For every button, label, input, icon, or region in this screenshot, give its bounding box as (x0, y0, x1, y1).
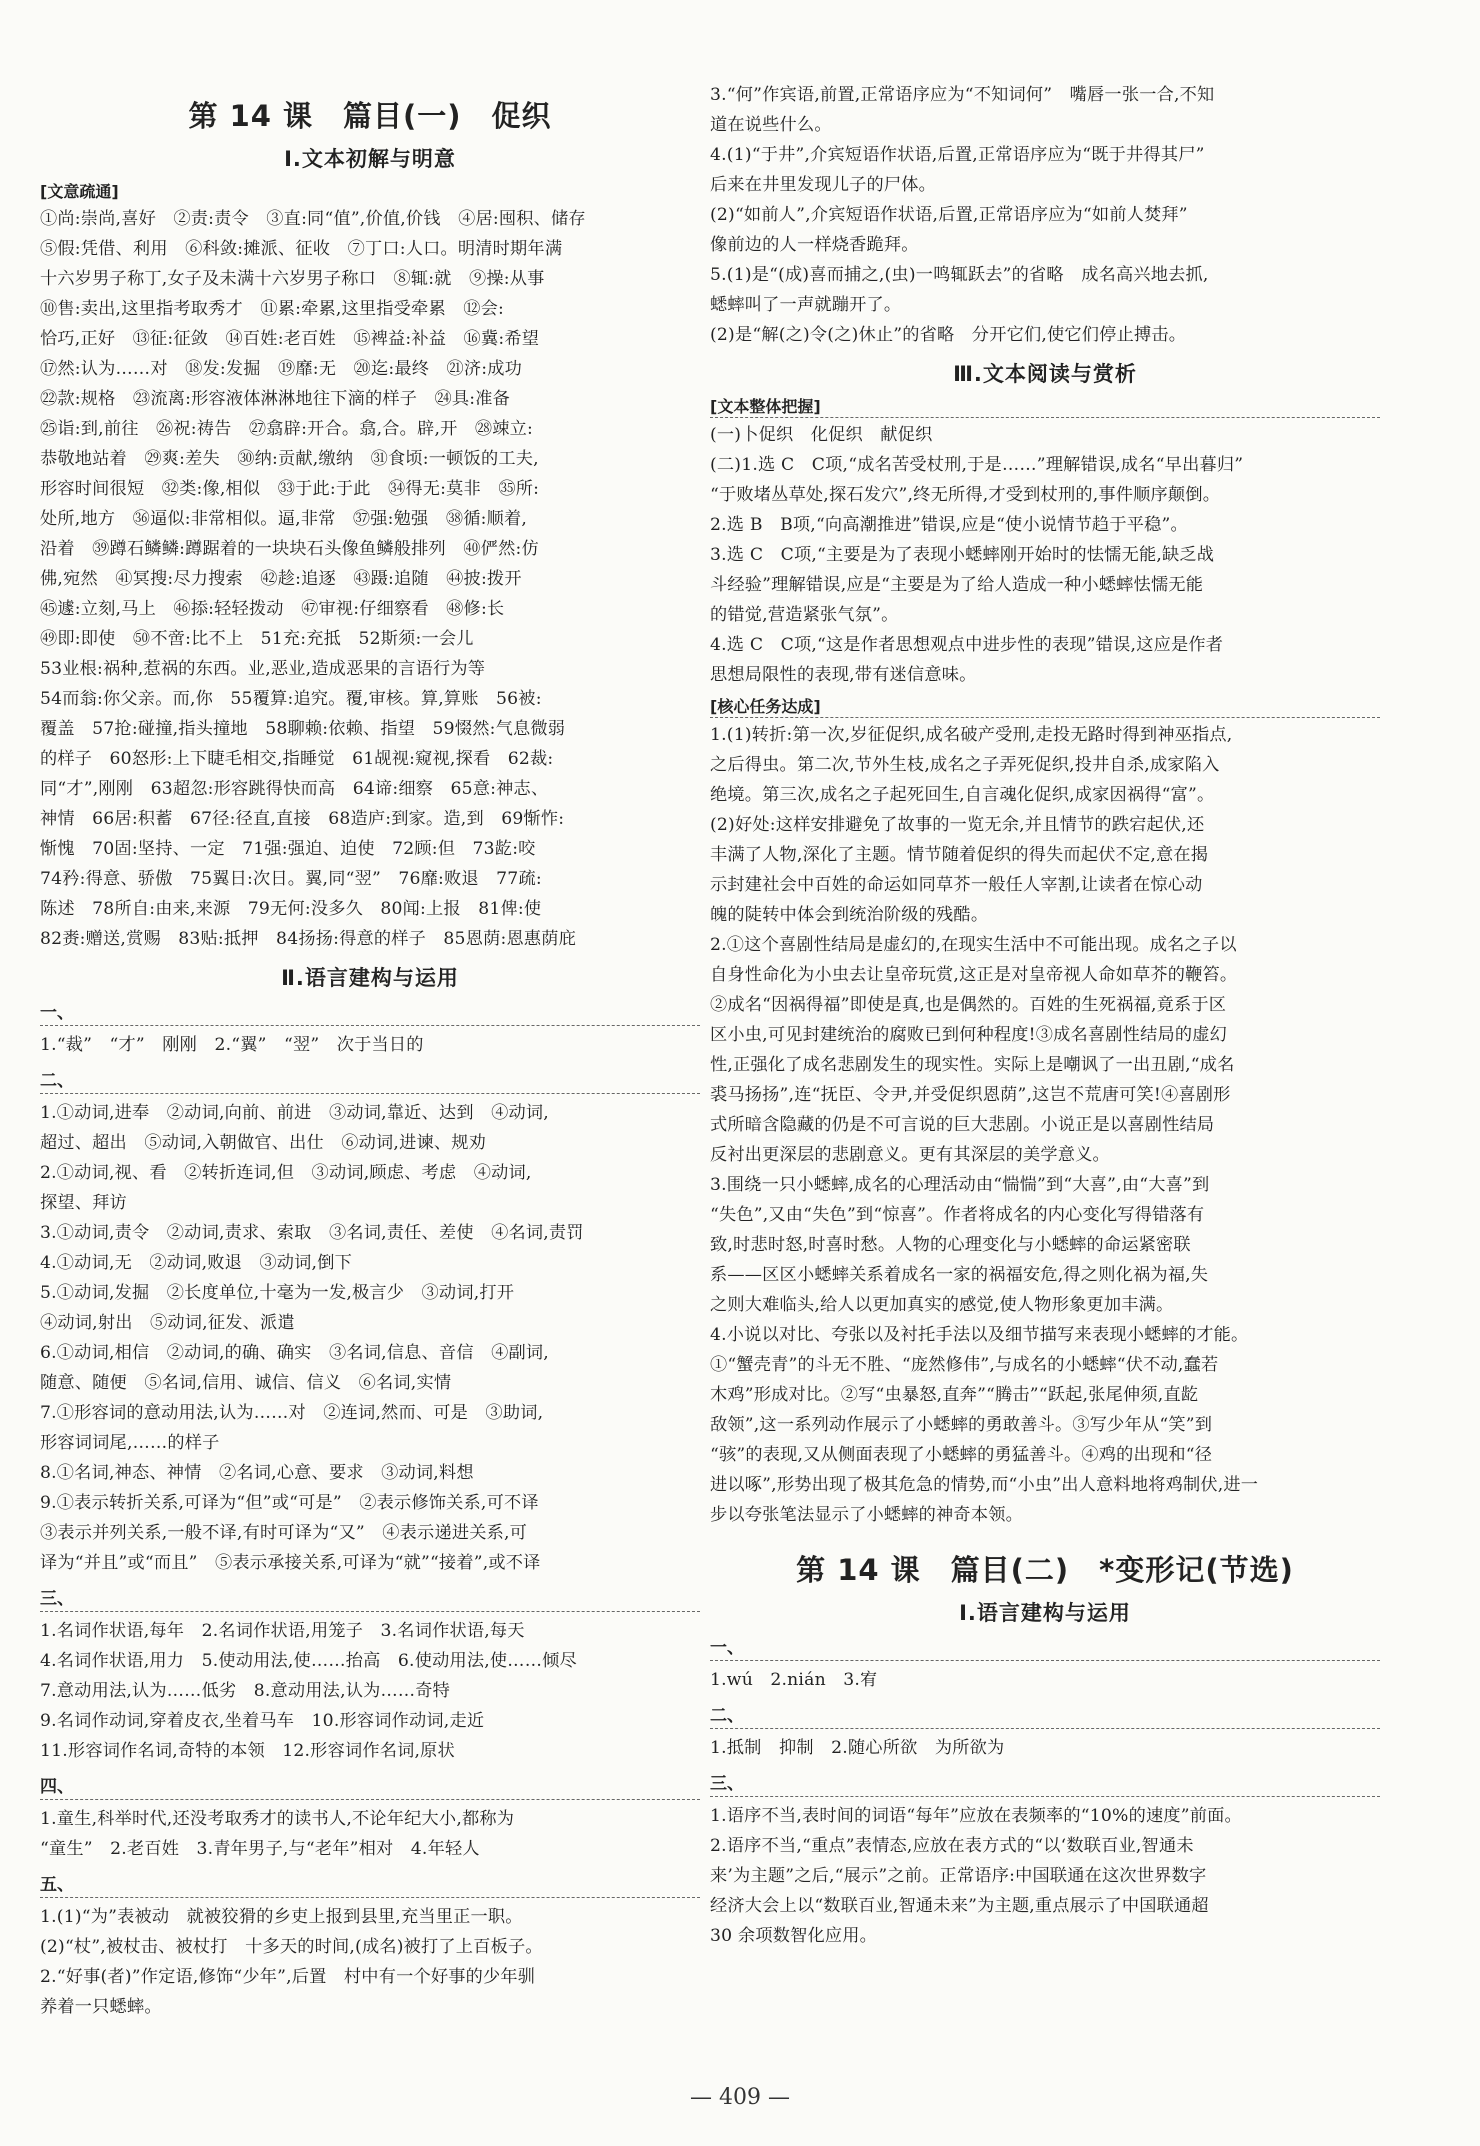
part-heading: 一、 (710, 1633, 1380, 1661)
text-line: 恰巧,正好 ⑬征:征敛 ⑭百姓:老百姓 ⑮裨益:补益 ⑯冀:希望 (40, 329, 540, 349)
text-line: 1.名词作状语,每年 2.名词作状语,用笼子 3.名词作状语,每天 (40, 1621, 525, 1641)
text-line: 超过、超出 ⑤动词,入朝做官、出仕 ⑥动词,进谏、规劝 (40, 1133, 487, 1153)
text-line: “于败堵丛草处,探石发穴”,终无所得,才受到杖刑的,事件顺序颠倒。 (710, 485, 1221, 505)
text-line: 蟋蟀叫了一声就蹦开了。 (710, 295, 902, 315)
text-line: 步以夸张笔法显示了小蟋蟀的神奇本领。 (710, 1505, 1023, 1525)
text-line: 之则大难临头,给人以更加真实的感觉,使人物形象更加丰满。 (710, 1295, 1174, 1315)
text-line: 来’为主题”之后,“展示”之前。正常语序:中国联通在这次世界数字 (710, 1866, 1207, 1886)
part-four (40, 1804, 700, 1864)
text-line: 思想局限性的表现,带有迷信意味。 (710, 665, 977, 685)
part-two-2 (710, 1733, 1380, 1763)
text-line: ①尚:崇尚,喜好 ②责:责令 ③直:同“值”,价值,价钱 ④居:囤积、储存 (40, 209, 586, 229)
text-line: 之后得虫。第二次,节外生枝,成名之子弄死促织,投井自杀,成家陷入 (710, 755, 1220, 775)
text-line: 4.小说以对比、夸张以及衬托手法以及细节描写来表现小蟋蟀的才能。 (710, 1325, 1249, 1345)
text-line: ⑤假:凭借、利用 ⑥科敛:摊派、征收 ⑦丁口:人口。明清时期年满 (40, 239, 563, 259)
text-line: ㊺遽:立刻,马上 ㊻掭:轻轻拨动 ㊼审视:仔细察看 ㊽修:长 (40, 599, 505, 619)
text-line: 像前边的人一样烧香跪拜。 (710, 235, 919, 255)
text-line: 3.选 C C项,“主要是为了表现小蟋蟀刚开始时的怯懦无能,缺乏战 (710, 545, 1215, 565)
text-line: 7.①形容词的意动用法,认为……对 ②连词,然而、可是 ③助词, (40, 1403, 544, 1423)
text-line: (2)是“解(之)令(之)休止”的省略 分开它们,使它们停止搏击。 (710, 325, 1187, 345)
text-line: ④动词,射出 ⑤动词,征发、派遣 (40, 1313, 295, 1333)
text-line: 十六岁男子称丁,女子及未满十六岁男子称口 ⑧辄:就 ⑨操:从事 (40, 269, 545, 289)
text-line: 区小虫,可见封建统治的腐败已到何种程度!③成名喜剧性结局的虚幻 (710, 1025, 1228, 1045)
text-line: 陈述 78所自:由来,来源 79无何:没多久 80闻:上报 81俾:使 (40, 899, 542, 919)
part-one (40, 1030, 700, 1060)
text-line: 53业根:祸种,惹祸的东西。业,恶业,造成恶果的言语行为等 (40, 659, 486, 679)
part-three-2 (710, 1801, 1380, 1951)
text-line: 的错觉,营造紧张气氛”。 (710, 605, 899, 625)
text-line: 1.语序不当,表时间的词语“每年”应放在表频率的“10%的速度”前面。 (710, 1806, 1242, 1826)
text-line: (2)“杖”,被杖击、被杖打 十多天的时间,(成名)被打了上百板子。 (40, 1937, 543, 1957)
text-line: 4.(1)“于井”,介宾短语作状语,后置,正常语序应为“既于井得其尸” (710, 145, 1205, 165)
text-line: 74矜:得意、骄傲 75翼日:次日。翼,同“翌” 76靡:败退 77疏: (40, 869, 542, 889)
text-line: (2)好处:这样安排避免了故事的一览无余,并且情节的跌宕起伏,还 (710, 815, 1205, 835)
left-column (40, 80, 700, 2022)
text-line: 探望、拜访 (40, 1193, 127, 1213)
text-line: “失色”,又由“失色”到“惊喜”。作者将成名的内心变化写得错落有 (710, 1205, 1205, 1225)
part-five (40, 1902, 700, 2022)
overall-grasp (710, 420, 1380, 690)
text-line: 5.(1)是“(成)喜而捕之,(虫)一鸣辄跃去”的省略 成名高兴地去抓, (710, 265, 1209, 285)
continued-answers (710, 80, 1380, 350)
text-line: 式所暗含隐藏的仍是不可言说的巨大悲剧。小说正是以喜剧性结局 (710, 1115, 1215, 1135)
text-line: 9.名词作动词,穿着皮衣,坐着马车 10.形容词作动词,走近 (40, 1711, 485, 1731)
text-line: ㉕诣:到,前往 ㉖祝:祷告 ㉗翕辟:开合。翕,合。辟,开 ㉘竦立: (40, 419, 534, 439)
text-line: 反衬出更深层的悲剧意义。更有其深层的美学意义。 (710, 1145, 1110, 1165)
text-line: (一)卜促织 化促织 献促织 (710, 425, 933, 445)
text-line: 沿着 ㊴蹲石鳞鳞:蹲踞着的一块块石头像鱼鳞般排列 ㊵俨然:仿 (40, 539, 539, 559)
vocab-notes (40, 204, 700, 954)
text-line: 4.选 C C项,“这是作者思想观点中进步性的表现”错误,这应是作者 (710, 635, 1224, 655)
text-line: 3.①动词,责令 ②动词,责求、索取 ③名词,责任、差使 ④名词,责罚 (40, 1223, 584, 1243)
text-line: 丰满了人物,深化了主题。情节随着促织的得失而起伏不定,意在揭 (710, 845, 1209, 865)
text-line: “童生” 2.老百姓 3.青年男子,与“老年”相对 4.年轻人 (40, 1839, 480, 1859)
part-heading: 一、 (40, 998, 700, 1026)
text-line: 覆盖 57抢:碰撞,指头撞地 58聊赖:依赖、指望 59惙然:气息微弱 (40, 719, 566, 739)
text-line: 3.“何”作宾语,前置,正常语序应为“不知词何” 嘴唇一张一合,不知 (710, 85, 1215, 105)
text-line: 7.意动用法,认为……低劣 8.意动用法,认为……奇特 (40, 1681, 451, 1701)
text-line: 1.(1)转折:第一次,岁征促织,成名破产受刑,走投无路时得到神巫指点, (710, 725, 1233, 745)
text-line: “骇”的表现,又从侧面表现了小蟋蟀的勇猛善斗。④鸡的出现和“径 (710, 1445, 1213, 1465)
text-line: (2)“如前人”,介宾短语作状语,后置,正常语序应为“如前人焚拜” (710, 205, 1188, 225)
text-line: 进以啄”,形势出现了极其危急的情势,而“小虫”出人意料地将鸡制伏,进一 (710, 1475, 1259, 1495)
text-line: 神情 66居:积蓄 67径:径直,直接 68造庐:到家。造,到 69惭怍: (40, 809, 565, 829)
text-line: 1.童生,科举时代,还没考取秀才的读书人,不论年纪大小,都称为 (40, 1809, 515, 1829)
text-line: 2.①这个喜剧性结局是虚幻的,在现实生活中不可能出现。成名之子以 (710, 935, 1237, 955)
text-line: 的样子 60怒形:上下睫毛相交,指睡觉 61觇视:窥视,探看 62裁: (40, 749, 554, 769)
text-line: 性,正强化了成名悲剧发生的现实性。实际上是嘲讽了一出丑剧,“成名 (710, 1055, 1235, 1075)
text-line: 9.①表示转折关系,可译为“但”或“可是” ②表示修饰关系,可不译 (40, 1493, 539, 1513)
text-line: 形容时间很短 ㉜类:像,相似 ㉝于此:于此 ㉞得无:莫非 ㉟所: (40, 479, 540, 499)
part-heading: 五、 (40, 1870, 700, 1898)
text-line: ②成名“因祸得福”即使是真,也是偶然的。百姓的生死祸福,竟系于区 (710, 995, 1227, 1015)
page-number: — 409 — (690, 2085, 790, 2110)
text-line: 1.(1)“为”表被动 就被狡猾的乡吏上报到县里,充当里正一职。 (40, 1907, 523, 1927)
text-line: 随意、随便 ⑤名词,信用、诚信、信义 ⑥名词,实情 (40, 1373, 452, 1393)
text-line: 2.①动词,视、看 ②转折连词,但 ③动词,顾虑、考虑 ④动词, (40, 1163, 532, 1183)
text-line: 处所,地方 ㊱逼似:非常相似。逼,非常 ㊲强:勉强 ㊳循:顺着, (40, 509, 528, 529)
text-line: 经济大会上以“数联百业,智通未来”为主题,重点展示了中国联通超 (710, 1896, 1209, 1916)
text-line: 敌领”,这一系列动作展示了小蟋蟀的勇敢善斗。③写少年从“笑”到 (710, 1415, 1213, 1435)
text-line: ㉒款:规格 ㉓流离:形容液体淋淋地往下滴的样子 ㉔具:准备 (40, 389, 511, 409)
text-line: 致,时悲时怒,时喜时愁。人物的心理变化与小蟋蟀的命运紧密联 (710, 1235, 1191, 1255)
text-line: 3.围绕一只小蟋蟀,成名的心理活动由“惴惴”到“大喜”,由“大喜”到 (710, 1175, 1210, 1195)
text-line: 惭愧 70固:坚持、一定 71强:强迫、迫使 72顾:但 73龁:咬 (40, 839, 536, 859)
text-line: 系——区区小蟋蟀关系着成名一家的祸福安危,得之则化祸为福,失 (710, 1265, 1209, 1285)
lesson-title: 第 14 课 篇目(一) 促织 (188, 99, 552, 133)
text-line: 1.抵制 抑制 2.随心所欲 为所欲为 (710, 1738, 1005, 1758)
section-title-language-2: Ⅰ.语言建构与运用 (959, 1601, 1131, 1625)
text-line: 8.①名词,神态、神情 ②名词,心意、要求 ③动词,料想 (40, 1463, 474, 1483)
text-line: (二)1.选 C C项,“成名苦受杖刑,于是……”理解错误,成名“早出暮归” (710, 455, 1244, 475)
text-line: 裘马扬扬”,连“抚臣、令尹,并受促织恩荫”,这岂不荒唐可笑!④喜剧形 (710, 1085, 1231, 1105)
text-line: 木鸡”形成对比。②写“虫暴怒,直奔”“腾击”“跃起,张尾伸须,直龁 (710, 1385, 1199, 1405)
part-two (40, 1098, 700, 1578)
subsection-tag-overall: [文本整体把握] (710, 394, 1380, 418)
section-title-text-reading: Ⅰ.文本初解与明意 (284, 147, 456, 171)
text-line: ③表示并列关系,一般不译,有时可译为“又” ④表示递进关系,可 (40, 1523, 528, 1543)
text-line: 82赉:赠送,赏赐 83贴:抵押 84扬扬:得意的样子 85恩荫:恩惠荫庇 (40, 929, 577, 949)
part-heading: 二、 (710, 1701, 1380, 1729)
text-line: 2.语序不当,“重点”表情态,应放在表方式的“以‘数联百业,智通未 (710, 1836, 1194, 1856)
text-line: 4.名词作状语,用力 5.使动用法,使……抬高 6.使动用法,使……倾尽 (40, 1651, 577, 1671)
text-line: 2.“好事(者)”作定语,修饰“少年”,后置 村中有一个好事的少年驯 (40, 1967, 536, 1987)
text-line: 道在说些什么。 (710, 115, 832, 135)
lesson-title-2: 第 14 课 篇目(二) *变形记(节选) (796, 1553, 1294, 1587)
text-line: 11.形容词作名词,奇特的本领 12.形容词作名词,原状 (40, 1741, 455, 1761)
text-line: 恭敬地站着 ㉙爽:差失 ㉚纳:贡献,缴纳 ㉛食顷:一顿饭的工夫, (40, 449, 539, 469)
core-tasks (710, 720, 1380, 1530)
text-line: 54而翁:你父亲。而,你 55覆算:追究。覆,审核。算,算账 56被: (40, 689, 542, 709)
subsection-tag-core: [核心任务达成] (710, 694, 1380, 718)
text-line: 绝境。第三次,成名之子起死回生,自言魂化促织,成家因祸得“富”。 (710, 785, 1215, 805)
text-line: 同“才”,刚刚 63超忽:形容跳得快而高 64谛:细察 65意:神志、 (40, 779, 549, 799)
text-line: 译为“并且”或“而且” ⑤表示承接关系,可译为“就”“接着”,或不译 (40, 1553, 541, 1573)
right-column (710, 80, 1380, 1951)
text-line: 后来在井里发现儿子的尸体。 (710, 175, 937, 195)
text-line: 6.①动词,相信 ②动词,的确、确实 ③名词,信息、音信 ④副词, (40, 1343, 549, 1363)
subsection-tag-vocab: [文意疏通] (40, 182, 119, 201)
text-line: ㊾即:即使 ㊿不啻:比不上 51充:充抵 52斯须:一会儿 (40, 629, 474, 649)
text-line: 1.wú 2.nián 3.宥 (710, 1670, 878, 1690)
text-line: 30 余项数智化应用。 (710, 1926, 878, 1946)
section-title-language: Ⅱ.语言建构与运用 (281, 966, 459, 990)
section-title-appreciation: Ⅲ.文本阅读与赏析 (953, 362, 1137, 386)
text-line: 2.选 B B项,“向高潮推进”错误,应是“使小说情节趋于平稳”。 (710, 515, 1188, 535)
text-line: 1.“裁” “才” 刚刚 2.“翼” “翌” 次于当日的 (40, 1035, 424, 1055)
part-heading: 三、 (40, 1584, 700, 1612)
part-heading: 四、 (40, 1772, 700, 1800)
text-line: 5.①动词,发掘 ②长度单位,十毫为一发,极言少 ③动词,打开 (40, 1283, 515, 1303)
text-line: 1.①动词,进奉 ②动词,向前、前进 ③动词,靠近、达到 ④动词, (40, 1103, 549, 1123)
text-line: 养着一只蟋蟀。 (40, 1997, 162, 2017)
text-line: 斗经验”理解错误,应是“主要是为了给人造成一种小蟋蟀怯懦无能 (710, 575, 1204, 595)
part-heading: 三、 (710, 1769, 1380, 1797)
text-line: ①“蟹壳青”的斗无不胜、“庞然修伟”,与成名的小蟋蟀“伏不动,蠢若 (710, 1355, 1219, 1375)
text-line: 4.①动词,无 ②动词,败退 ③动词,倒下 (40, 1253, 352, 1273)
text-line: 魄的陡转中体会到统治阶级的残酷。 (710, 905, 989, 925)
text-line: 佛,宛然 ㊶冥搜:尽力搜索 ㊷趁:追逐 ㊸蹑:追随 ㊹披:拨开 (40, 569, 522, 589)
text-line: ⑩售:卖出,这里指考取秀才 ⑪累:牵累,这里指受牵累 ⑫会: (40, 299, 504, 319)
text-line: 自身性命化为小虫去让皇帝玩赏,这正是对皇帝视人命如草芥的鞭笞。 (710, 965, 1238, 985)
part-three (40, 1616, 700, 1766)
text-line: ⑰然:认为……对 ⑱发:发掘 ⑲靡:无 ⑳迄:最终 ㉑济:成功 (40, 359, 523, 379)
part-heading: 二、 (40, 1066, 700, 1094)
part-one-2 (710, 1665, 1380, 1695)
text-line: 示封建社会中百姓的命运如同草芥一般任人宰割,让读者在惊心动 (710, 875, 1203, 895)
text-line: 形容词词尾,……的样子 (40, 1433, 220, 1453)
